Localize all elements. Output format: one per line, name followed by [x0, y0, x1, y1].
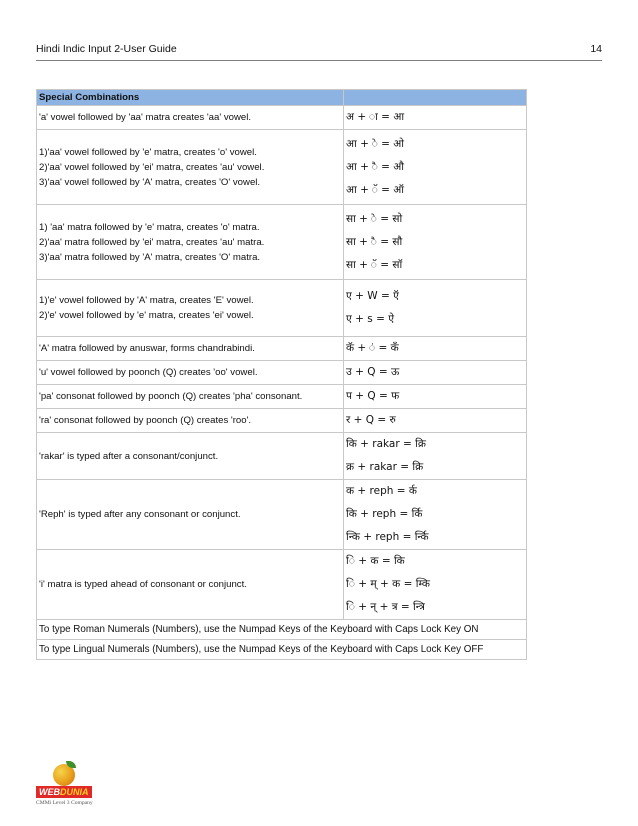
example-line: सा + े = सो: [346, 212, 403, 225]
row-example: [344, 106, 527, 130]
example-line: ि + म् + क = म्कि: [346, 578, 430, 590]
document-title: Hindi Indic Input 2-User Guide: [36, 43, 177, 55]
example-line: आ + े = ओ: [346, 137, 405, 150]
webdunia-logo: [34, 761, 104, 809]
example-line: ए + s = ऐ: [346, 313, 395, 325]
row-description: [37, 480, 344, 550]
example-line: उ + Q = ऊ: [346, 366, 400, 378]
example-line: अ + ा = आ: [346, 111, 405, 123]
description-line: 3)'aa' matra followed by 'A' matra, creates 'O' matra.: [39, 251, 261, 263]
example-line: क + reph = र्क: [346, 485, 417, 497]
numerals-note: To type Roman Numerals (Numbers), use the Numpad Keys of the Keyboard with Caps Lock Key ON: [37, 620, 527, 640]
example-line: र + Q = रु: [346, 414, 396, 426]
page-number: 14: [590, 43, 602, 55]
description-line: 'ra' consonat followed by poonch (Q) creates 'roo'.: [39, 415, 252, 426]
table-row: [37, 361, 527, 385]
table-row: [37, 550, 527, 620]
table-row: [37, 130, 527, 205]
table-row: [37, 106, 527, 130]
numerals-note: To type Lingual Numerals (Numbers), use the Numpad Keys of the Keyboard with Caps Lock Key OFF: [37, 640, 527, 660]
row-example: [344, 205, 527, 280]
row-example: [344, 130, 527, 205]
row-description: [37, 385, 344, 409]
description-line: 'Reph' is typed after any consonant or conjunct.: [39, 509, 241, 520]
table-heading-row: [37, 90, 527, 106]
description-line: 'i' matra is typed ahead of consonant or conjunct.: [39, 579, 247, 590]
row-example: [344, 361, 527, 385]
example-line: ि + क = कि: [346, 555, 405, 567]
row-description: [37, 280, 344, 337]
page-header: [36, 43, 602, 65]
description-line: 'pa' consonat followed by poonch (Q) creates 'pha' consonant.: [39, 391, 303, 402]
row-example: [344, 280, 527, 337]
numerals-note-row: [37, 640, 527, 660]
row-example: [344, 433, 527, 480]
row-example: [344, 480, 527, 550]
description-line: 2)'e' vowel followed by 'e' matra, creates 'ei' vowel.: [39, 310, 254, 321]
description-line: 'a' vowel followed by 'aa' matra creates 'aa' vowel.: [39, 112, 252, 123]
table-row: [37, 409, 527, 433]
description-line: 1)'e' vowel followed by 'A' matra, creates 'E' vowel.: [39, 295, 254, 306]
table-row: [37, 337, 527, 361]
row-description: [37, 409, 344, 433]
description-line: 2)'aa' vowel followed by 'ei' matra, creates 'au' vowel.: [39, 161, 265, 173]
example-line: ए + W = ऍ: [346, 290, 399, 302]
special-combinations-table: [36, 89, 527, 660]
numerals-note-row: [37, 620, 527, 640]
logo-wordmark-part2: DUNIA: [60, 787, 89, 797]
example-line: प + Q = फ: [346, 390, 400, 402]
row-description: [37, 205, 344, 280]
row-example: [344, 550, 527, 620]
example-line: सा + ॅ = सॉ: [346, 258, 403, 271]
description-line: 3)'aa' vowel followed by 'A' matra, creates 'O' vowel.: [39, 176, 261, 188]
row-example: [344, 385, 527, 409]
example-line: न्कि + reph = र्न्कि: [346, 531, 429, 543]
row-example: [344, 409, 527, 433]
table-row: [37, 205, 527, 280]
example-line: आ + ै = औ: [346, 160, 405, 173]
logo-wordmark: [36, 786, 92, 798]
example-line: क्र + rakar = क्रि: [346, 461, 424, 473]
table-heading-blank: [344, 90, 527, 106]
example-line: सा + ै = सौ: [346, 235, 403, 248]
logo-tagline: CMMi Level 3 Company: [36, 800, 93, 806]
example-line: कि + rakar = क्रि: [346, 438, 426, 450]
row-description: [37, 106, 344, 130]
row-description: [37, 130, 344, 205]
example-line: कॅ + ं = कँ: [346, 342, 399, 354]
example-line: कि + reph = र्कि: [346, 508, 423, 520]
table-row: [37, 480, 527, 550]
example-line: ि + न् + त्र = न्त्रि: [346, 601, 425, 613]
description-line: 2)'aa' matra followed by 'ei' matra, creates 'au' matra.: [39, 236, 265, 248]
header-divider: [36, 60, 602, 61]
description-line: 'rakar' is typed after a consonant/conjunct.: [39, 450, 219, 462]
example-line: आ + ॅ = ऑ: [346, 183, 405, 196]
logo-wordmark-part1: WEB: [39, 787, 60, 797]
table-heading: Special Combinations: [37, 90, 344, 106]
table-row: [37, 433, 527, 480]
description-line: 1)'aa' vowel followed by 'e' matra, creates 'o' vowel.: [39, 146, 257, 158]
table-row: [37, 280, 527, 337]
row-description: [37, 361, 344, 385]
row-example: [344, 337, 527, 361]
row-description: [37, 337, 344, 361]
row-description: [37, 550, 344, 620]
description-line: 1) 'aa' matra followed by 'e' matra, creates 'o' matra.: [39, 221, 260, 233]
description-line: 'u' vowel followed by poonch (Q) creates 'oo' vowel.: [39, 367, 258, 378]
description-line: 'A' matra followed by anuswar, forms chandrabindi.: [39, 343, 255, 354]
table-row: [37, 385, 527, 409]
row-description: [37, 433, 344, 480]
